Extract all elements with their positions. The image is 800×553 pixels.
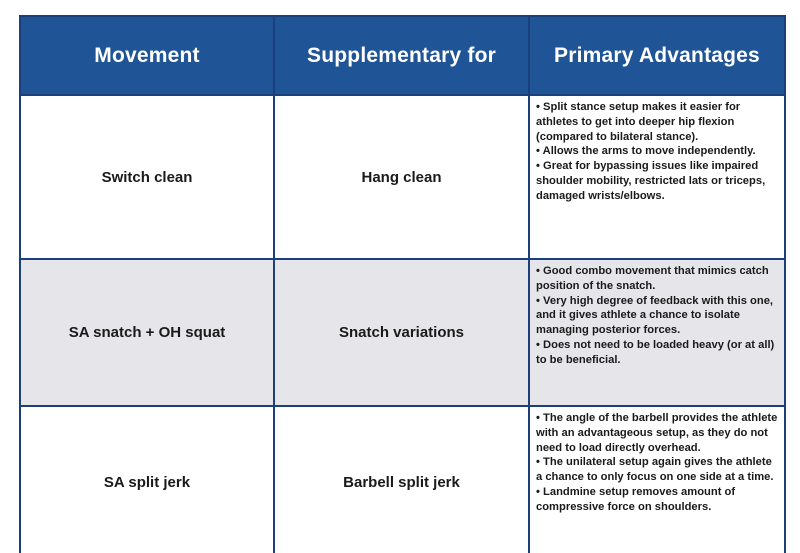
advantage-item: • Very high degree of feedback with this one, and it gives athlete a chance to isolate managing posterior forces. — [536, 294, 774, 337]
comparison-table — [19, 15, 786, 553]
movement-cell: Switch clean — [20, 95, 274, 259]
header-primary-advantages: Primary Advantages — [529, 16, 785, 95]
header-row — [20, 16, 785, 95]
movement-cell: SA split jerk — [20, 406, 274, 553]
advantage-item: • Landmine setup removes amount of compressive force on shoulders. — [536, 485, 736, 513]
supplementary-cell: Barbell split jerk — [274, 406, 529, 553]
advantage-item: • Does not need to be loaded heavy (or at all) to be beneficial. — [536, 338, 775, 366]
advantages-list — [536, 411, 778, 515]
supplementary-cell: Hang clean — [274, 95, 529, 259]
advantages-list — [536, 264, 778, 368]
advantage-item: • The angle of the barbell provides the athlete with an advantageous setup, as they do not need to load directly overhead. — [536, 412, 778, 454]
supplementary-cell: Snatch variations — [274, 259, 529, 406]
advantage-item: • Allows the arms to move independently. — [536, 145, 756, 158]
header-movement: Movement — [20, 16, 274, 95]
advantage-item: • Split stance setup makes it easier for athletes to get into deeper hip flexion (compared to bilateral stance). — [536, 101, 741, 143]
advantage-item: • Great for bypassing issues like impaired shoulder mobility, restricted lats or triceps, damaged wrists/elbows. — [536, 160, 766, 202]
advantages-cell — [529, 406, 785, 553]
advantages-list — [536, 100, 778, 204]
table-row — [20, 406, 785, 553]
advantages-cell — [529, 259, 785, 406]
advantages-cell — [529, 95, 785, 259]
table-row — [20, 259, 785, 406]
header-supplementary-for: Supplementary for — [274, 16, 529, 95]
table-row — [20, 95, 785, 259]
movement-cell: SA snatch + OH squat — [20, 259, 274, 406]
advantage-item: • The unilateral setup again gives the athlete a chance to only focus on one side at a time. — [536, 456, 774, 484]
advantage-item: • Good combo movement that mimics catch position of the snatch. — [536, 265, 769, 292]
